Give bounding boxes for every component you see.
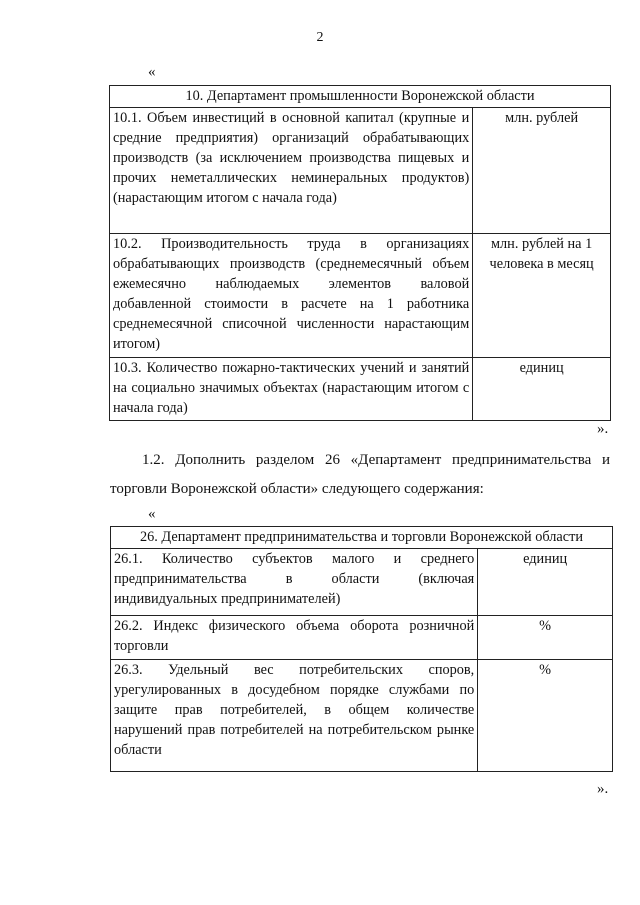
unit-cell: млн. рублей на 1 человека в месяц: [473, 234, 611, 358]
unit-cell: %: [478, 616, 613, 660]
indicator-cell: 10.3. Количество пожарно-тактических учений и занятий на социально значимых объектах (нарастающим итогом с начала года): [110, 358, 473, 421]
open-quote-2: «: [148, 506, 156, 522]
table-row: [111, 549, 613, 616]
close-quote-2: ».: [597, 781, 609, 797]
page-number: 2: [316, 30, 324, 45]
indicator-cell: 26.1. Количество субъектов малого и среднего предпринимательства в области (включая индивидуальных предпринимателей): [111, 549, 478, 616]
table1-header: 10. Департамент промышленности Воронежской области: [110, 86, 611, 108]
table2-header: 26. Департамент предпринимательства и торговли Воронежской области: [111, 527, 613, 549]
amendment-paragraph: 1.2. Дополнить разделом 26 «Департамент предпринимательства и торговли Воронежской области» следующего содержания:: [110, 452, 610, 497]
table-row: [110, 234, 611, 358]
table-row: [110, 108, 611, 234]
indicator-cell: 26.2. Индекс физического объема оборота розничной торговли: [111, 616, 478, 660]
table-department-entrepreneurship: [110, 526, 613, 772]
close-quote-1: ».: [597, 421, 609, 437]
open-quote-1: «: [148, 64, 156, 80]
table-row: [110, 358, 611, 421]
indicator-cell: 26.3. Удельный вес потребительских споров, урегулированных в досудебном порядке службами по защите прав потребителей, в общем количестве нарушений прав потребителей на потребительском рынке области: [111, 660, 478, 772]
unit-cell: единиц: [478, 549, 613, 616]
indicator-cell: 10.2. Производительность труда в организациях обрабатывающих производств (среднемесячный объем ежемесячно наблюдаемых элементов валовой добавленной стоимости в расчете на 1 работника среднемесячной списочной численности нарастающим итогом): [110, 234, 473, 358]
table-row: [111, 660, 613, 772]
table-row: [111, 616, 613, 660]
unit-cell: единиц: [473, 358, 611, 421]
unit-cell: млн. рублей: [473, 108, 611, 234]
unit-cell: %: [478, 660, 613, 772]
table-department-industry: [109, 85, 611, 421]
indicator-cell: 10.1. Объем инвестиций в основной капитал (крупные и средние предприятия) организаций обрабатывающих производств (за исключением производства пищевых и прочих неметаллических неминеральных продуктов) (нарастающим итогом с начала года): [110, 108, 473, 234]
